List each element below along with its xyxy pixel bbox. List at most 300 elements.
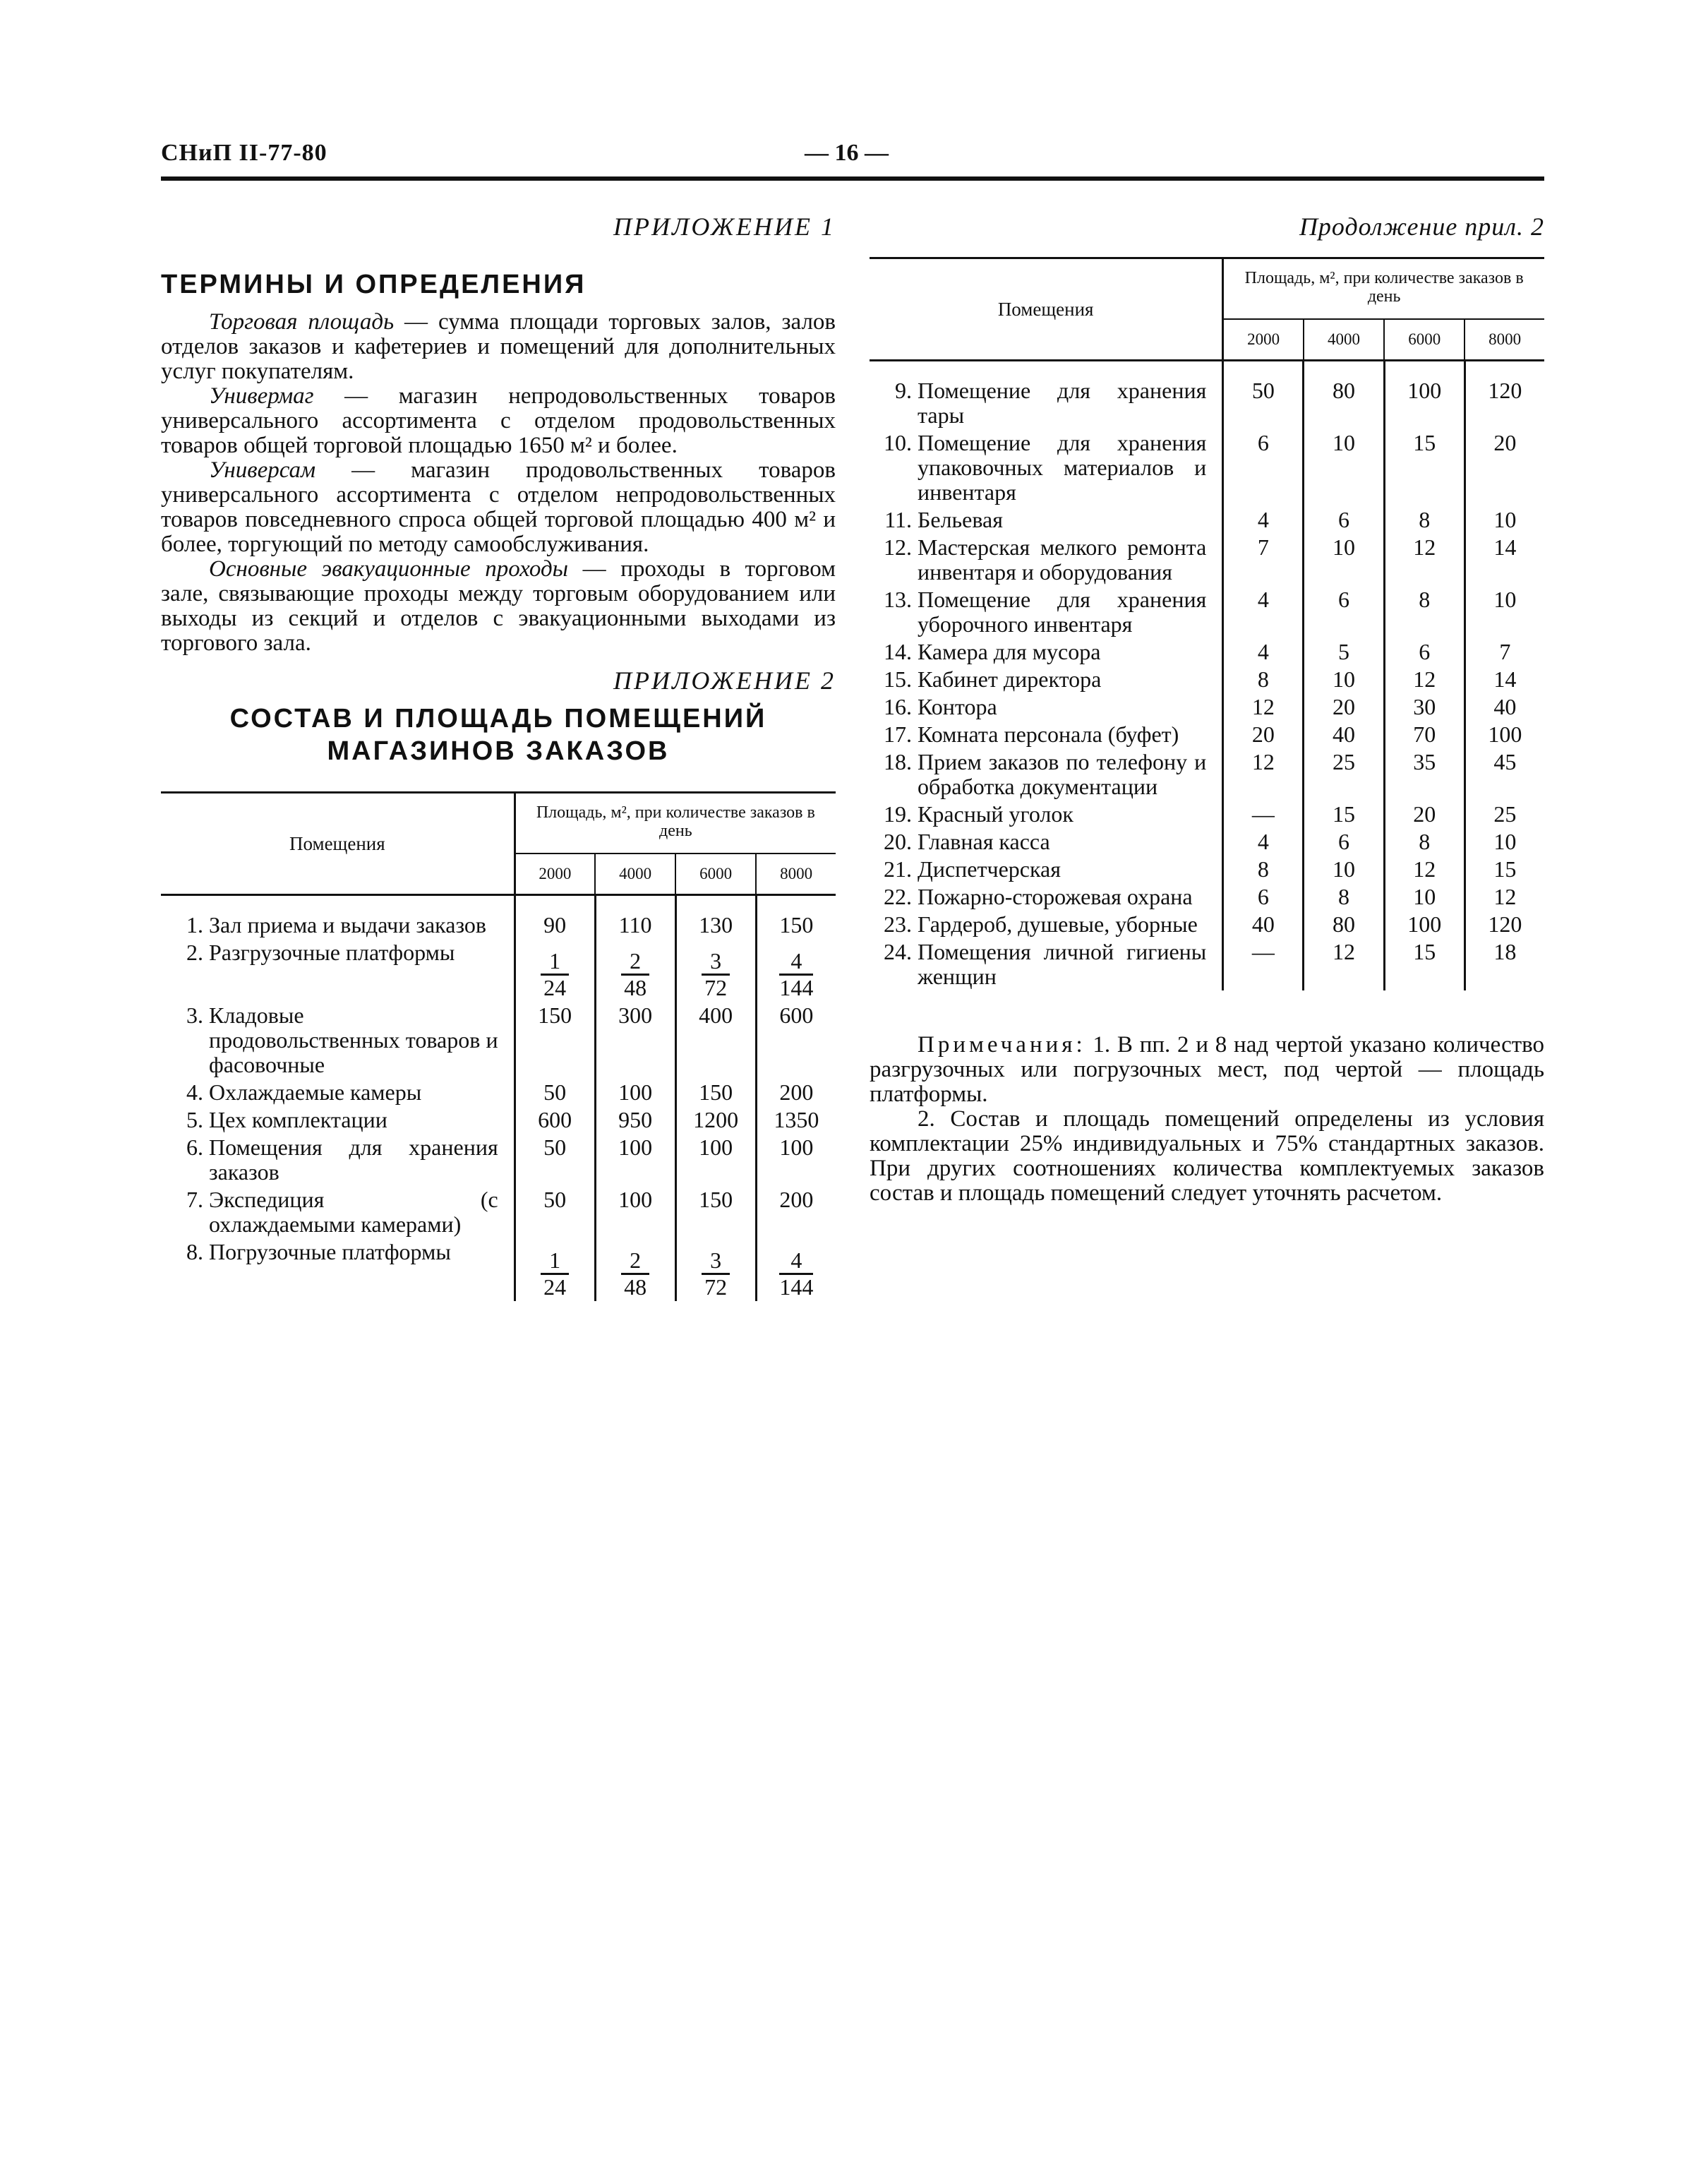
- room-name-cell: [870, 506, 1223, 534]
- row-number: 2.: [186, 940, 203, 965]
- appendix1-title: ТЕРМИНЫ И ОПРЕДЕЛЕНИЯ: [161, 270, 587, 299]
- area-value: 100: [1407, 378, 1442, 403]
- fraction-numerator: 1: [541, 1248, 569, 1275]
- area-value-cell: [1384, 856, 1465, 883]
- area-value: 10: [1333, 666, 1356, 692]
- area-value-cell: [1223, 638, 1304, 666]
- fraction-denominator: 144: [779, 975, 814, 1000]
- row-number: 17.: [884, 721, 912, 747]
- area-value-cell: [595, 1002, 675, 1079]
- room-name-cell: [870, 883, 1223, 911]
- area-value: 150: [538, 1002, 572, 1028]
- left-column: [161, 212, 836, 1301]
- room-name-cell: [870, 748, 1223, 801]
- room-name: Охлаждаемые камеры: [209, 1079, 422, 1105]
- area-value: 80: [1333, 378, 1356, 403]
- area-value-cell: [1465, 586, 1544, 638]
- room-name-cell: [870, 801, 1223, 828]
- area-value-cell: [1384, 748, 1465, 801]
- fraction-denominator: 24: [543, 975, 567, 1000]
- area-value: 4: [1257, 507, 1269, 532]
- fraction-numerator: 1: [541, 949, 569, 976]
- area-value-cell: [675, 939, 756, 1002]
- notes-label: Примечания:: [918, 1032, 1086, 1058]
- area-value: —: [1251, 939, 1275, 964]
- area-value-cell: [1304, 429, 1384, 506]
- area-value-cell: [1304, 801, 1384, 828]
- rooms-column-header: Помещения: [870, 258, 1223, 361]
- area-value-cell: [1223, 429, 1304, 506]
- area-value-cell: [1304, 911, 1384, 938]
- area-value: 100: [699, 1134, 733, 1160]
- table-row: [161, 895, 836, 940]
- fraction: [541, 949, 569, 1000]
- area-column-header: Площадь, м², при количестве заказов в день: [515, 793, 836, 854]
- fraction-denominator: 72: [704, 1274, 728, 1300]
- table-row: [870, 666, 1544, 693]
- area-value: 5: [1338, 639, 1350, 664]
- room-name-cell: [161, 1106, 515, 1134]
- column-header-8000: 8000: [1465, 319, 1544, 361]
- area-value-cell: [1384, 534, 1465, 586]
- table-row: [870, 748, 1544, 801]
- area-value-cell: [1384, 828, 1465, 856]
- area-value-cell: [1223, 748, 1304, 801]
- area-value: 10: [1413, 884, 1436, 909]
- note-1: [870, 1033, 1544, 1107]
- area-value: 50: [543, 1134, 567, 1160]
- area-value: 6: [1338, 829, 1350, 854]
- room-name: Диспетчерская: [918, 856, 1061, 882]
- row-number: 1.: [186, 912, 203, 938]
- area-value-cell: [1304, 693, 1384, 721]
- area-value: 10: [1333, 534, 1356, 560]
- table-row: [161, 1134, 836, 1186]
- area-value: 130: [699, 912, 733, 938]
- fraction-denominator: 24: [543, 1274, 567, 1300]
- area-value: 120: [1488, 911, 1522, 937]
- row-number: 9.: [895, 378, 912, 403]
- area-value: 10: [1333, 430, 1356, 455]
- room-name-cell: [161, 1186, 515, 1238]
- area-value-cell: [1223, 693, 1304, 721]
- fraction-numerator: 2: [621, 949, 649, 976]
- area-value: 200: [779, 1079, 814, 1105]
- column-header-6000: 6000: [675, 854, 756, 895]
- row-number: 23.: [884, 911, 912, 937]
- area-value: 110: [618, 912, 652, 938]
- area-value-cell: [595, 1079, 675, 1106]
- area-value-cell: [1465, 748, 1544, 801]
- room-name-cell: [870, 938, 1223, 990]
- area-value: 25: [1493, 801, 1517, 827]
- definition-term: Универсам: [209, 457, 316, 483]
- area-value: 18: [1493, 939, 1517, 964]
- area-value-cell: [1304, 938, 1384, 990]
- room-name: Кабинет директора: [918, 666, 1102, 692]
- room-name-cell: [870, 361, 1223, 430]
- rooms-column-header: Помещения: [161, 793, 515, 895]
- area-value-cell: [1223, 828, 1304, 856]
- area-value-cell: [1384, 638, 1465, 666]
- appendix2-label: ПРИЛОЖЕНИЕ 2: [613, 666, 836, 695]
- room-name-cell: [870, 828, 1223, 856]
- area-value: 6: [1419, 639, 1431, 664]
- room-name-cell: [870, 429, 1223, 506]
- area-value-cell: [1384, 911, 1465, 938]
- appendix2-title: [161, 702, 836, 767]
- appendix1-label: ПРИЛОЖЕНИЕ 1: [613, 212, 836, 241]
- area-value-cell: [1465, 938, 1544, 990]
- area-value: 50: [1251, 378, 1275, 403]
- table-row: [161, 1106, 836, 1134]
- area-value: 35: [1413, 749, 1436, 774]
- row-number: 14.: [884, 639, 912, 664]
- row-number: 6.: [186, 1134, 203, 1160]
- area-value-cell: [1223, 666, 1304, 693]
- area-value: 80: [1333, 911, 1356, 937]
- room-name: Помещение для хранения уборочного инвентаря: [918, 587, 1207, 637]
- area-value: 30: [1413, 694, 1436, 719]
- room-name: Мастерская мелкого ремонта инвентаря и оборудования: [918, 534, 1207, 585]
- area-value: 40: [1251, 911, 1275, 937]
- row-number: 21.: [884, 856, 912, 882]
- area-value-cell: [1384, 586, 1465, 638]
- area-value-cell: [1465, 856, 1544, 883]
- note-1-text: 1. В пп. 2 и 8 над чертой указано количество разгрузочных или погрузочных мест, под чертой — площадь платформы.: [870, 1032, 1544, 1107]
- area-value-cell: [1465, 429, 1544, 506]
- row-number: 22.: [884, 884, 912, 909]
- area-value: 12: [1413, 534, 1436, 560]
- area-value: 100: [1488, 721, 1522, 747]
- area-value-cell: [1465, 361, 1544, 430]
- fraction-numerator: 2: [621, 1248, 649, 1275]
- area-value-cell: [1465, 506, 1544, 534]
- row-number: 5.: [186, 1107, 203, 1132]
- area-value-cell: [1304, 586, 1384, 638]
- area-value: 10: [1333, 856, 1356, 882]
- room-name: Помещение для хранения тары: [918, 378, 1207, 428]
- area-value-cell: [1304, 506, 1384, 534]
- rooms-table-right: [870, 257, 1544, 990]
- row-number: 19.: [884, 801, 912, 827]
- fraction-numerator: 4: [779, 1248, 813, 1275]
- area-value-cell: [1384, 429, 1465, 506]
- fraction-numerator: 3: [702, 949, 730, 976]
- area-value: 12: [1413, 666, 1436, 692]
- table-row: [870, 828, 1544, 856]
- row-number: 8.: [186, 1239, 203, 1264]
- row-number: 11.: [884, 507, 912, 532]
- area-value: 40: [1493, 694, 1517, 719]
- header-rule: [161, 176, 1544, 181]
- room-name-cell: [870, 638, 1223, 666]
- column-header-6000: 6000: [1384, 319, 1465, 361]
- right-column: [870, 212, 1544, 1206]
- room-name: Экспедиция (с охлаждаемыми камерами): [209, 1187, 498, 1237]
- area-value-cell: [595, 1238, 675, 1301]
- area-value-cell: [1384, 883, 1465, 911]
- column-header-4000: 4000: [1304, 319, 1384, 361]
- fraction-denominator: 72: [704, 975, 728, 1000]
- area-value: 950: [618, 1107, 653, 1132]
- room-name: Кладовые продовольственных товаров и фасовочные: [209, 1002, 498, 1077]
- table-row: [870, 361, 1544, 430]
- area-value-cell: [595, 1134, 675, 1186]
- table-row: [870, 586, 1544, 638]
- area-value: 25: [1333, 749, 1356, 774]
- fraction: [702, 1248, 730, 1300]
- table-row: [161, 1186, 836, 1238]
- continuation-label: Продолжение прил. 2: [1299, 212, 1544, 241]
- area-value-cell: [675, 1106, 756, 1134]
- table-row: [161, 1238, 836, 1301]
- room-name: Разгрузочные платформы: [209, 940, 455, 965]
- room-name-cell: [161, 1238, 515, 1301]
- area-value-cell: [1384, 361, 1465, 430]
- area-value-cell: [675, 1238, 756, 1301]
- table-row: [870, 801, 1544, 828]
- column-header-8000: 8000: [756, 854, 836, 895]
- area-value: 10: [1493, 587, 1517, 612]
- area-value-cell: [1223, 801, 1304, 828]
- notes: [870, 1033, 1544, 1206]
- area-value: 15: [1333, 801, 1356, 827]
- table-row: [870, 534, 1544, 586]
- definition: [161, 384, 836, 458]
- room-name-cell: [870, 721, 1223, 748]
- room-name: Зал приема и выдачи заказов: [209, 912, 486, 938]
- table-row: [870, 693, 1544, 721]
- fraction-numerator: 4: [779, 949, 813, 976]
- area-value: —: [1251, 801, 1275, 827]
- area-value: 12: [1333, 939, 1356, 964]
- room-name: Помещения личной гигиены женщин: [918, 939, 1207, 989]
- area-value: 14: [1493, 534, 1517, 560]
- row-number: 24.: [884, 939, 912, 964]
- room-name: Помещение для хранения упаковочных материалов и инвентаря: [918, 430, 1207, 505]
- area-value-cell: [1465, 666, 1544, 693]
- area-value: 8: [1419, 507, 1431, 532]
- row-number: 16.: [884, 694, 912, 719]
- area-value: 6: [1338, 587, 1350, 612]
- definition-term: Торговая площадь: [209, 309, 395, 335]
- area-value-cell: [1465, 693, 1544, 721]
- area-value: 7: [1257, 534, 1269, 560]
- room-name-cell: [161, 1079, 515, 1106]
- room-name-cell: [870, 911, 1223, 938]
- area-value: 45: [1493, 749, 1517, 774]
- area-value-cell: [675, 1002, 756, 1079]
- area-value-cell: [1384, 506, 1465, 534]
- area-value: 7: [1499, 639, 1511, 664]
- area-value-cell: [756, 1134, 836, 1186]
- area-value-cell: [1384, 693, 1465, 721]
- area-value: 100: [1407, 911, 1442, 937]
- area-value: 150: [699, 1079, 733, 1105]
- area-value: 6: [1257, 884, 1269, 909]
- fraction-denominator: 144: [779, 1274, 814, 1300]
- area-value: 8: [1419, 587, 1431, 612]
- table-row: [870, 911, 1544, 938]
- table-row: [161, 1002, 836, 1079]
- area-value-cell: [756, 1079, 836, 1106]
- row-number: 12.: [884, 534, 912, 560]
- area-value: 1200: [693, 1107, 739, 1132]
- definition-text: — проходы в торговом зале, связывающие проходы между торговым оборудованием или выходы из секций и отделов с эвакуационными выходами из торгового зала.: [161, 556, 836, 656]
- area-value-cell: [1304, 666, 1384, 693]
- area-value-cell: [1223, 911, 1304, 938]
- area-value-cell: [756, 1186, 836, 1238]
- fraction: [702, 949, 730, 1000]
- area-value-cell: [515, 1134, 595, 1186]
- area-value-cell: [1384, 721, 1465, 748]
- room-name: Красный уголок: [918, 801, 1073, 827]
- row-number: 13.: [884, 587, 912, 612]
- room-name: Погрузочные платформы: [209, 1239, 451, 1264]
- column-header-2000: 2000: [515, 854, 595, 895]
- area-value: 300: [618, 1002, 653, 1028]
- area-value: 50: [543, 1187, 567, 1212]
- area-value-cell: [1465, 638, 1544, 666]
- area-value-cell: [1465, 883, 1544, 911]
- area-value: 4: [1257, 639, 1269, 664]
- definition: [161, 557, 836, 656]
- area-value-cell: [675, 1186, 756, 1238]
- definition-term: Универмаг: [209, 383, 314, 409]
- area-value: 400: [699, 1002, 733, 1028]
- row-number: 18.: [884, 749, 912, 774]
- area-value-cell: [1223, 721, 1304, 748]
- appendix2-title-line1: СОСТАВ И ПЛОЩАДЬ ПОМЕЩЕНИЙ: [229, 704, 767, 733]
- row-number: 3.: [186, 1002, 203, 1028]
- area-value: 40: [1333, 721, 1356, 747]
- area-value-cell: [595, 1186, 675, 1238]
- area-value-cell: [1465, 534, 1544, 586]
- table-row: [870, 938, 1544, 990]
- area-value: 4: [1257, 587, 1269, 612]
- area-value: 150: [699, 1187, 733, 1212]
- area-value: 20: [1493, 430, 1517, 455]
- area-value: 20: [1413, 801, 1436, 827]
- area-value-cell: [1223, 534, 1304, 586]
- table-row: [161, 939, 836, 1002]
- area-value: 10: [1493, 507, 1517, 532]
- fraction-denominator: 48: [624, 975, 647, 1000]
- area-value-cell: [1304, 721, 1384, 748]
- area-value: 8: [1338, 884, 1350, 909]
- area-value: 6: [1257, 430, 1269, 455]
- fraction-denominator: 48: [624, 1274, 647, 1300]
- room-name: Пожарно-сторожевая охрана: [918, 884, 1193, 909]
- definitions: [161, 310, 836, 656]
- room-name: Помещения для хранения заказов: [209, 1134, 498, 1185]
- area-column-header: Площадь, м², при количестве заказов в день: [1223, 258, 1544, 320]
- area-value: 100: [618, 1079, 653, 1105]
- column-header-2000: 2000: [1223, 319, 1304, 361]
- area-value: 20: [1333, 694, 1356, 719]
- area-value-cell: [756, 1238, 836, 1301]
- table-row: [161, 1079, 836, 1106]
- area-value: 20: [1251, 721, 1275, 747]
- area-value: 10: [1493, 829, 1517, 854]
- area-value: 100: [618, 1187, 653, 1212]
- area-value: 15: [1413, 939, 1436, 964]
- area-value-cell: [515, 939, 595, 1002]
- area-value-cell: [675, 1134, 756, 1186]
- rooms-table-left: [161, 791, 836, 1301]
- definition-text: — магазин непродовольственных товаров универсального ассортимента с отделом продовольственных товаров общей торговой площадью 1650 м² и более.: [161, 383, 836, 458]
- area-value-cell: [515, 1079, 595, 1106]
- area-value-cell: [1304, 361, 1384, 430]
- table-row: [870, 506, 1544, 534]
- area-value-cell: [515, 1238, 595, 1301]
- fraction: [621, 1248, 649, 1300]
- row-number: 10.: [884, 430, 912, 455]
- area-value-cell: [756, 1106, 836, 1134]
- area-value-cell: [1223, 361, 1304, 430]
- area-value-cell: [756, 939, 836, 1002]
- room-name-cell: [870, 856, 1223, 883]
- document-code: СНиП II-77-80: [161, 140, 327, 166]
- area-value: 12: [1251, 694, 1275, 719]
- area-value-cell: [756, 1002, 836, 1079]
- area-value: 120: [1488, 378, 1522, 403]
- area-value: 8: [1419, 829, 1431, 854]
- area-value: 12: [1251, 749, 1275, 774]
- area-value-cell: [1384, 801, 1465, 828]
- area-value: 600: [779, 1002, 814, 1028]
- area-value-cell: [1223, 883, 1304, 911]
- room-name-cell: [870, 534, 1223, 586]
- fraction: [779, 1248, 813, 1300]
- area-value-cell: [1304, 883, 1384, 911]
- table-row: [870, 638, 1544, 666]
- area-value: 15: [1413, 430, 1436, 455]
- room-name-cell: [161, 1134, 515, 1186]
- area-value-cell: [675, 895, 756, 940]
- room-name-cell: [870, 666, 1223, 693]
- room-name-cell: [870, 693, 1223, 721]
- fraction: [779, 949, 813, 1000]
- room-name: Камера для мусора: [918, 639, 1101, 664]
- area-value: 8: [1257, 666, 1269, 692]
- area-value-cell: [1465, 801, 1544, 828]
- area-value-cell: [1465, 911, 1544, 938]
- area-value: 90: [543, 912, 567, 938]
- room-name: Бельевая: [918, 507, 1003, 532]
- area-value-cell: [1223, 856, 1304, 883]
- definition-text: — магазин продовольственных товаров универсального ассортимента с отделом непродовольственных товаров повседневного спроса общей торговой площадью 400 м² и более, торгующий по методу самообслуживания.: [161, 457, 836, 557]
- area-value-cell: [1465, 828, 1544, 856]
- room-name: Цех комплектации: [209, 1107, 387, 1132]
- area-value: 12: [1493, 884, 1517, 909]
- room-name-cell: [161, 939, 515, 1002]
- area-value-cell: [756, 895, 836, 940]
- room-name: Комната персонала (буфет): [918, 721, 1179, 747]
- area-value-cell: [515, 895, 595, 940]
- area-value: 8: [1257, 856, 1269, 882]
- definition-text: — сумма площади торговых залов, залов отделов заказов и кафетериев и помещений для дополнительных услуг покупателям.: [161, 309, 836, 384]
- area-value: 100: [779, 1134, 814, 1160]
- area-value-cell: [675, 1079, 756, 1106]
- table-row: [870, 429, 1544, 506]
- area-value-cell: [1304, 748, 1384, 801]
- area-value-cell: [1223, 586, 1304, 638]
- row-number: 7.: [186, 1187, 203, 1212]
- area-value-cell: [1384, 666, 1465, 693]
- room-name: Прием заказов по телефону и обработка документации: [918, 749, 1207, 799]
